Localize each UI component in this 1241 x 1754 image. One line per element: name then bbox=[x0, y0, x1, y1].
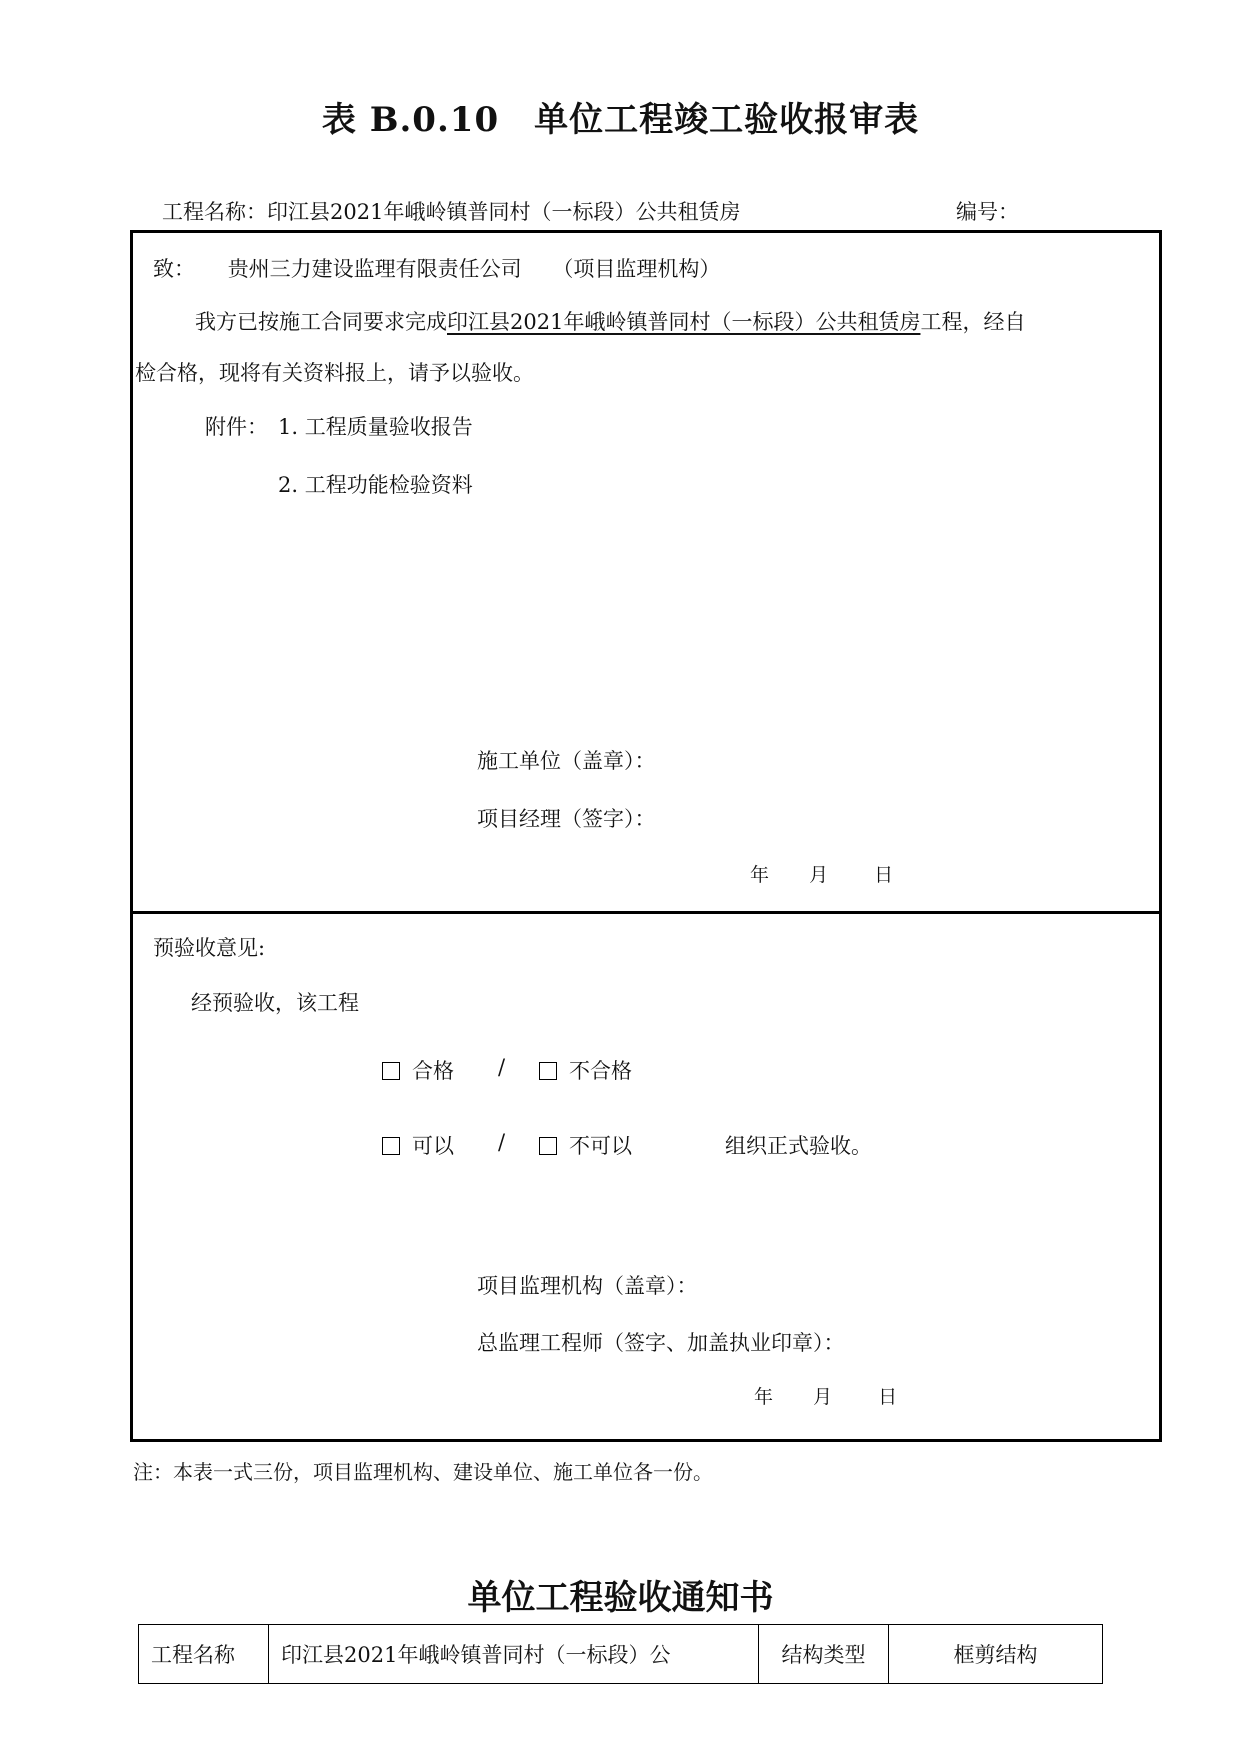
supervisor-seal-label: 项目监理机构（盖章）： bbox=[477, 1274, 698, 1298]
fail-label: 不合格 bbox=[569, 1059, 632, 1083]
notice-title: 单位工程验收通知书 bbox=[467, 1578, 774, 1618]
fail-checkbox[interactable] bbox=[539, 1062, 557, 1080]
slash-divider: / bbox=[498, 1055, 506, 1079]
date-line bbox=[754, 1382, 897, 1409]
cannot-label: 不可以 bbox=[569, 1134, 632, 1158]
date-month: 月 bbox=[809, 864, 829, 886]
date-day: 日 bbox=[878, 1386, 898, 1408]
contractor-seal-label: 施工单位（盖章）： bbox=[477, 749, 656, 773]
project-name-cell: 印江县2021年峨岭镇普同村（一标段）公 bbox=[269, 1625, 759, 1684]
project-name-header: 工程名称 bbox=[139, 1625, 269, 1684]
cannot-option[interactable] bbox=[539, 1130, 632, 1160]
date-line bbox=[750, 860, 893, 887]
to-suffix: （项目监理机构） bbox=[552, 257, 721, 281]
structure-type-cell: 框剪结构 bbox=[889, 1625, 1103, 1684]
body-project: 印江县2021年峨岭镇普同村（一标段）公共租赁房 bbox=[447, 310, 921, 334]
option-suffix: 组织正式验收。 bbox=[725, 1134, 872, 1158]
to-line bbox=[153, 253, 720, 283]
can-option[interactable] bbox=[382, 1130, 454, 1160]
pass-checkbox[interactable] bbox=[382, 1062, 400, 1080]
to-label: 致： bbox=[153, 257, 195, 281]
notice-table bbox=[138, 1624, 1103, 1684]
date-day: 日 bbox=[874, 864, 894, 886]
to-company: 贵州三力建设监理有限责任公司 bbox=[227, 257, 522, 281]
slash-divider: / bbox=[498, 1130, 506, 1154]
project-name-value: 印江县2021年峨岭镇普同村（一标段）公共租赁房 bbox=[267, 200, 741, 224]
pre-acceptance-heading: 预验收意见: bbox=[153, 936, 266, 960]
project-name-line bbox=[162, 196, 740, 226]
number-label: 编号： bbox=[956, 200, 1019, 224]
date-year: 年 bbox=[754, 1386, 774, 1408]
body-line-1 bbox=[195, 306, 1025, 336]
fail-option[interactable] bbox=[539, 1055, 632, 1085]
pre-acceptance-section bbox=[133, 914, 1159, 1439]
form-title: 表 B.0.10 单位工程竣工验收报审表 bbox=[321, 100, 920, 140]
can-label: 可以 bbox=[412, 1134, 454, 1158]
attachment-item: 1. 工程质量验收报告 bbox=[278, 415, 473, 439]
pass-option[interactable] bbox=[382, 1055, 454, 1085]
contractor-section bbox=[133, 233, 1159, 914]
project-manager-sign-label: 项目经理（签字）： bbox=[477, 807, 656, 831]
structure-type-header: 结构类型 bbox=[759, 1625, 889, 1684]
cannot-checkbox[interactable] bbox=[539, 1137, 557, 1155]
body-suffix: 工程，经自 bbox=[920, 310, 1026, 334]
body-line-2: 检合格，现将有关资料报上，请予以验收。 bbox=[135, 361, 534, 385]
form-note: 注：本表一式三份，项目监理机构、建设单位、施工单位各一份。 bbox=[133, 1460, 713, 1484]
body-prefix: 我方已按施工合同要求完成 bbox=[195, 310, 447, 334]
attachment-item: 2. 工程功能检验资料 bbox=[278, 473, 473, 497]
chief-engineer-sign-label: 总监理工程师（签字、加盖执业印章）： bbox=[477, 1331, 845, 1355]
pass-label: 合格 bbox=[412, 1059, 454, 1083]
project-name-label: 工程名称： bbox=[162, 200, 267, 224]
report-form-box bbox=[130, 230, 1162, 1442]
attachments-label: 附件： bbox=[205, 415, 268, 439]
date-month: 月 bbox=[813, 1386, 833, 1408]
table-row bbox=[139, 1625, 1103, 1684]
pre-acceptance-intro: 经预验收，该工程 bbox=[191, 991, 359, 1015]
date-year: 年 bbox=[750, 864, 770, 886]
can-checkbox[interactable] bbox=[382, 1137, 400, 1155]
